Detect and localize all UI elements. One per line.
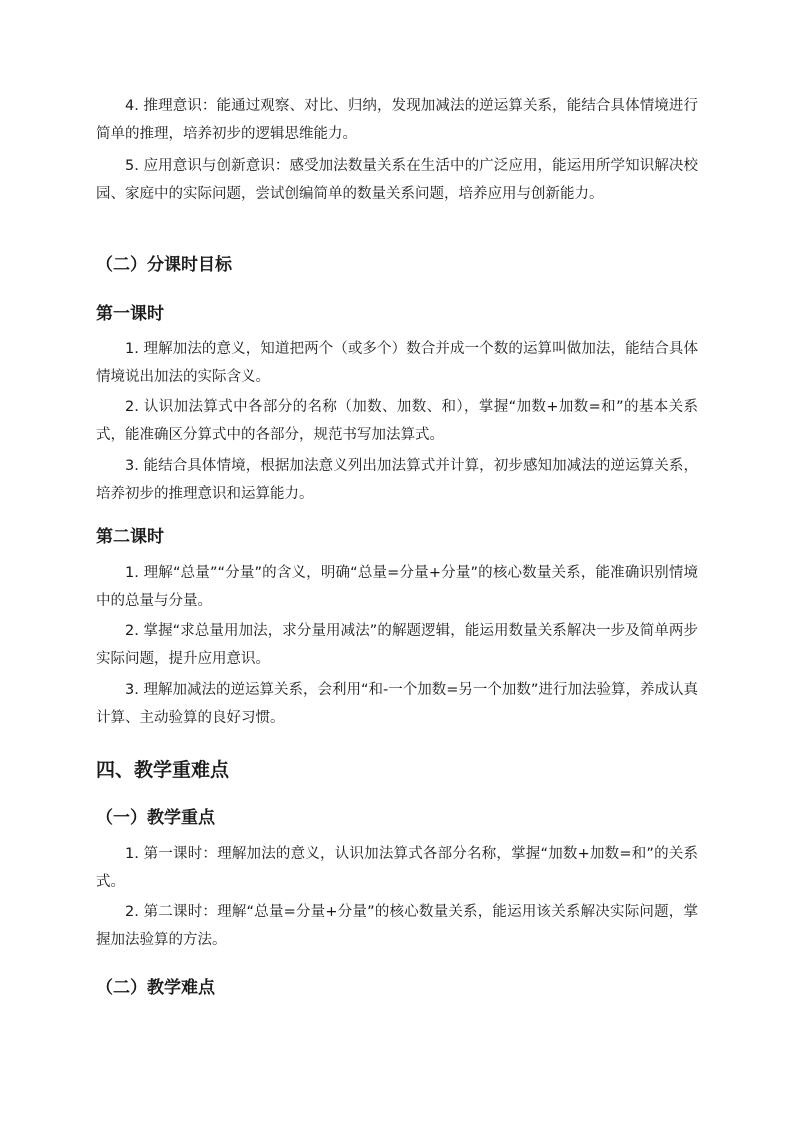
lesson1-item-3: 3. 能结合具体情境，根据加法意义列出加法算式并计算，初步感知加减法的逆运算关系，培养初步的推理意识和运算能力。 [96,458,698,502]
heading-key-points: （一）教学重点 [96,808,215,828]
paragraph-reasoning: 4. 推理意识：能通过观察、对比、归纳，发现加减法的逆运算关系，能结合具体情境进行简单的推理，培养初步的逻辑思维能力。 [96,98,698,142]
lesson1-item-2: 2. 认识加法算式中各部分的名称（加数、加数、和），掌握“加数+加数=和”的基本关系式，能准确区分算式中的各部分，规范书写加法算式。 [96,399,698,443]
lesson2-item-1: 1. 理解“总量”“分量”的含义，明确“总量=分量+分量”的核心数量关系，能准确识别情境中的总量与分量。 [96,565,698,609]
heading-sub-targets: （二）分课时目标 [96,255,232,275]
key-point-item-2: 2. 第二课时：理解“总量=分量+分量”的核心数量关系，能运用该关系解决实际问题，掌握加法验算的方法。 [96,904,698,948]
heading-section-4: 四、教学重难点 [96,759,230,781]
key-point-item-1: 1. 第一课时：理解加法的意义，认识加法算式各部分名称，掌握“加数+加数=和”的关系式。 [96,846,698,890]
heading-lesson-1: 第一课时 [96,304,164,324]
heading-difficulties: （二）教学难点 [96,978,215,998]
lesson2-item-3: 3. 理解加减法的逆运算关系，会利用“和-一个加数=另一个加数”进行加法验算，养成认真计算、主动验算的良好习惯。 [96,682,698,726]
lesson2-item-2: 2. 掌握“求总量用加法，求分量用减法”的解题逻辑，能运用数量关系解决一步及简单两步实际问题，提升应用意识。 [96,623,698,667]
heading-lesson-2: 第二课时 [96,527,164,547]
paragraph-application: 5. 应用意识与创新意识：感受加法数量关系在生活中的广泛应用，能运用所学知识解决校园、家庭中的实际问题，尝试创编简单的数量关系问题，培养应用与创新能力。 [96,158,698,202]
lesson1-item-1: 1. 理解加法的意义，知道把两个（或多个）数合并成一个数的运算叫做加法，能结合具体情境说出加法的实际含义。 [96,341,698,385]
